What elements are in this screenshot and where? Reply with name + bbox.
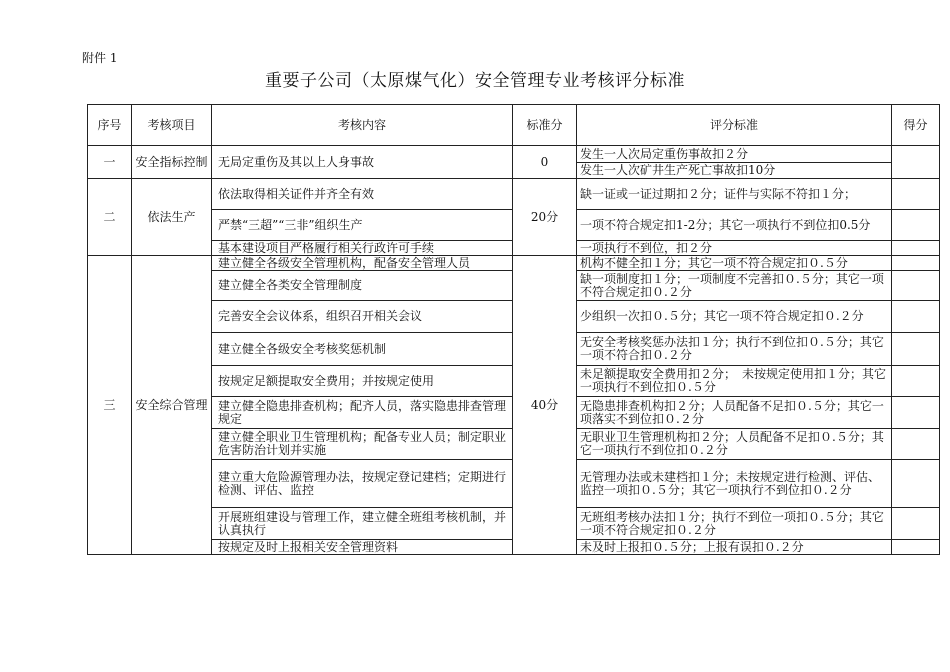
document-title: 重要子公司（太原煤气化）安全管理专业考核评分标准 xyxy=(265,71,685,91)
content-cell: 建立健全各类安全管理制度 xyxy=(212,271,513,301)
header-content: 考核内容 xyxy=(212,105,513,146)
criteria-cell: 未及时上报扣０.５分；上报有误扣０.２分 xyxy=(577,540,892,555)
criteria-cell: 机构不健全扣１分；其它一项不符合规定扣０.５分 xyxy=(577,256,892,271)
criteria-cell: 无管理办法或未建档扣１分；未按规定进行检测、评估、监控一项扣０.５分；其它一项执行不到位扣０.２分 xyxy=(577,460,892,508)
criteria-cell: 无安全考核奖惩办法扣１分；执行不到位扣０.５分；其它一项不符合扣０.２分 xyxy=(577,333,892,366)
criteria-cell: 一项不符合规定扣1-2分；其它一项执行不到位扣0.5分 xyxy=(577,210,892,241)
score-cell[interactable] xyxy=(892,508,940,540)
score-cell[interactable] xyxy=(892,241,940,256)
criteria-line: 发生一人次矿井生产死亡事故扣10分 xyxy=(580,162,776,177)
group-no: 二 xyxy=(88,179,132,256)
content-cell: 建立健全隐患排查机构；配齐人员，落实隐患排查管理规定 xyxy=(212,397,513,429)
group-no: 一 xyxy=(88,146,132,179)
content-cell: 建立重大危险源管理办法，按规定登记建档；定期进行检测、评估、监控 xyxy=(212,460,513,508)
score-cell[interactable] xyxy=(892,366,940,397)
score-cell[interactable] xyxy=(892,540,940,555)
score-cell[interactable] xyxy=(892,146,940,179)
content-cell: 建立健全各级安全考核奖惩机制 xyxy=(212,333,513,366)
content-cell: 开展班组建设与管理工作，建立健全班组考核机制，并认真执行 xyxy=(212,508,513,540)
group-item: 安全综合管理 xyxy=(132,256,212,555)
criteria-line: 发生一人次局定重伤事故扣２分 xyxy=(577,147,891,163)
standard-score: 0 xyxy=(513,146,577,179)
content-cell: 建立健全各级安全管理机构，配备安全管理人员 xyxy=(212,256,513,271)
criteria-cell: 一项执行不到位，扣２分 xyxy=(577,241,892,256)
header-row xyxy=(88,105,940,146)
content-cell: 按规定足额提取安全费用；并按规定使用 xyxy=(212,366,513,397)
score-cell[interactable] xyxy=(892,429,940,460)
criteria-cell: 少组织一次扣０.５分；其它一项不符合规定扣０.２分 xyxy=(577,301,892,333)
criteria-cell: 无隐患排查机构扣２分；人员配备不足扣０.５分；其它一项落实不到位扣０.２分 xyxy=(577,397,892,429)
score-cell[interactable] xyxy=(892,179,940,210)
score-cell[interactable] xyxy=(892,210,940,241)
criteria-cell: 无职业卫生管理机构扣２分；人员配备不足扣０.５分；其它一项执行不到位扣０.２分 xyxy=(577,429,892,460)
content-cell: 基本建设项目严格履行相关行政许可手续 xyxy=(212,241,513,256)
score-cell[interactable] xyxy=(892,301,940,333)
score-cell[interactable] xyxy=(892,397,940,429)
table-row xyxy=(88,179,940,210)
table-row xyxy=(88,146,940,179)
content-cell: 完善安全会议体系，组织召开相关会议 xyxy=(212,301,513,333)
criteria-cell: 缺一项制度扣１分；一项制度不完善扣０.５分；其它一项不符合规定扣０.２分 xyxy=(577,271,892,301)
scoring-table xyxy=(87,104,940,555)
criteria-cell: 未足额提取安全费用扣２分； 未按规定使用扣１分；其它一项执行不到位扣０.５分 xyxy=(577,366,892,397)
header-score: 得分 xyxy=(892,105,940,146)
group-no: 三 xyxy=(88,256,132,555)
score-cell[interactable] xyxy=(892,333,940,366)
standard-score: 40分 xyxy=(513,256,577,555)
table-row xyxy=(88,256,940,271)
group-item: 安全指标控制 xyxy=(132,146,212,179)
content-cell: 严禁“三超”“三非”组织生产 xyxy=(212,210,513,241)
score-cell[interactable] xyxy=(892,256,940,271)
content-cell: 建立健全职业卫生管理机构；配备专业人员；制定职业危害防治计划并实施 xyxy=(212,429,513,460)
score-cell[interactable] xyxy=(892,271,940,301)
header-standard: 标准分 xyxy=(513,105,577,146)
header-criteria: 评分标准 xyxy=(577,105,892,146)
content-cell: 依法取得相关证件并齐全有效 xyxy=(212,179,513,210)
header-item: 考核项目 xyxy=(132,105,212,146)
attachment-label: 附件 1 xyxy=(82,51,118,65)
group-item: 依法生产 xyxy=(132,179,212,256)
content-cell: 无局定重伤及其以上人身事故 xyxy=(212,146,513,179)
score-cell[interactable] xyxy=(892,460,940,508)
criteria-cell xyxy=(577,146,892,179)
criteria-cell: 无班组考核办法扣１分；执行不到位一项扣０.５分；其它一项不符合规定扣０.２分 xyxy=(577,508,892,540)
header-no: 序号 xyxy=(88,105,132,146)
criteria-cell: 缺一证或一证过期扣２分；证件与实际不符扣１分； xyxy=(577,179,892,210)
content-cell: 按规定及时上报相关安全管理资料 xyxy=(212,540,513,555)
standard-score: 20分 xyxy=(513,179,577,256)
